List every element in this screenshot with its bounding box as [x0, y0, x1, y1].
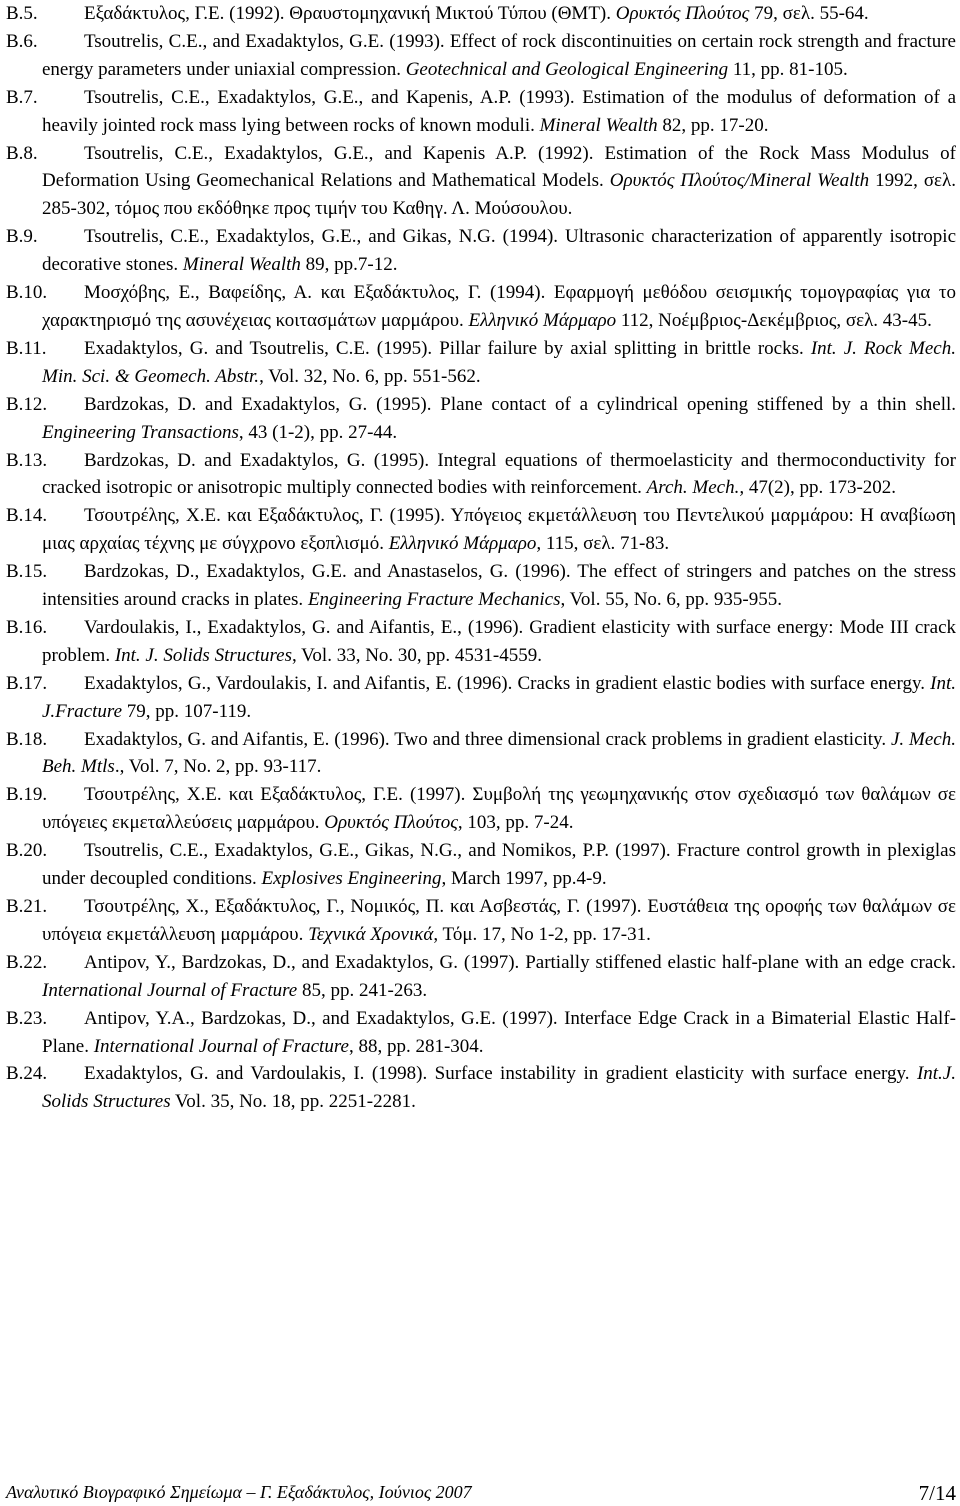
- reference-source-italic: Engineering Transactions: [42, 421, 239, 443]
- reference-source-italic: Int. J.Fracture: [42, 672, 956, 722]
- reference-segment: 79, pp. 107-119.: [122, 700, 252, 722]
- reference-source-italic: Mineral Wealth: [182, 254, 301, 276]
- reference-text: [42, 3, 869, 24]
- reference-number: B.10.: [6, 282, 48, 304]
- reference-text: [42, 31, 956, 80]
- reference-source-italic: Arch. Mech.,: [646, 477, 745, 499]
- reference-source-italic: Explosives Engineering: [261, 868, 442, 890]
- reference-text: [42, 394, 956, 443]
- reference-source-italic: Τεχνικά Χρονικά: [308, 923, 434, 945]
- reference-segment: , Τόμ. 17, No 1-2, pp. 17-31.: [433, 923, 651, 945]
- reference-segment: 85, pp. 241-263.: [297, 979, 428, 1001]
- reference-number: B.15.: [6, 561, 48, 583]
- reference-number: B.24.: [6, 1063, 48, 1085]
- reference-segment: Exadaktylos, G. and Tsoutrelis, C.E. (1995). Pillar failure by axial splitting in brittle rocks.: [84, 337, 811, 359]
- reference-segment: 11, pp. 81-105.: [728, 58, 848, 80]
- reference-text: [42, 784, 956, 833]
- reference-item: [6, 837, 956, 893]
- reference-source-italic: Mineral Wealth: [539, 114, 658, 136]
- reference-item: [6, 391, 956, 447]
- reference-segment: Exadaktylos, G., Vardoulakis, I. and Aifantis, E. (1996). Cracks in gradient elastic bodies with surface energy.: [84, 672, 931, 694]
- reference-source-italic: Ελληνικό Μάρμαρο,: [388, 533, 542, 555]
- reference-segment: Antipov, Y.A., Bardzokas, D., and Exadaktylos, G.E. (1997). Interface Edge Crack in a Bimaterial Elastic Half-Plane.: [42, 1007, 956, 1057]
- reference-item: [6, 558, 956, 614]
- reference-text: [42, 896, 956, 945]
- reference-item: [6, 28, 956, 84]
- reference-text: [42, 143, 956, 220]
- reference-segment: , March 1997, pp.4-9.: [441, 868, 607, 890]
- reference-segment: 112, Νοέμβριος-Δεκέμβριος, σελ. 43-45.: [616, 309, 932, 331]
- reference-number: B.12.: [6, 393, 48, 415]
- reference-item: [6, 84, 956, 140]
- reference-number: B.16.: [6, 616, 48, 638]
- reference-source-italic: Ορυκτός Πλούτος: [324, 812, 458, 834]
- reference-segment: Exadaktylos, G. and Vardoulakis, I. (1998). Surface instability in gradient elasticity with surface energy.: [84, 1063, 917, 1085]
- reference-text: [42, 840, 956, 889]
- reference-source-italic: J. Mech. Beh. Mtls: [42, 728, 956, 778]
- reference-text: [42, 673, 956, 722]
- reference-text: [42, 1063, 956, 1112]
- reference-item: [6, 223, 956, 279]
- reference-text: [42, 1008, 956, 1057]
- reference-source-italic: Engineering Fracture Mechanics: [307, 589, 561, 611]
- reference-number: B.14.: [6, 505, 48, 527]
- reference-segment: Tsoutrelis, C.E., Exadaktylos, G.E., Gikas, N.G., and Nomikos, P.P. (1997). Fracture control growth in plexiglas under decoupled conditions.: [42, 840, 956, 890]
- reference-segment: Tsoutrelis, C.E., Exadaktylos, G.E., and Gikas, N.G. (1994). Ultrasonic characterization of apparently isotropic decorative stones.: [42, 226, 956, 276]
- reference-segment: Τσουτρέλης, Χ., Εξαδάκτυλος, Γ., Νομικός, Π. και Ασβεστάς, Γ. (1997). Ευστάθεια της οροφής των θαλάμων σε υπόγεια εκμετάλλευση μαρμάρου.: [42, 896, 956, 945]
- reference-number: B.9.: [6, 226, 38, 248]
- reference-text: [42, 505, 956, 554]
- reference-segment: 47(2), pp. 173-202.: [744, 477, 897, 499]
- reference-segment: , Vol. 33, No. 30, pp. 4531-4559.: [291, 644, 542, 666]
- reference-text: [42, 952, 956, 1001]
- reference-segment: , 43 (1-2), pp. 27-44.: [238, 421, 398, 443]
- reference-number: B.7.: [6, 86, 38, 108]
- reference-segment: Vol. 35, No. 18, pp. 2251-2281.: [170, 1091, 416, 1113]
- reference-item: [6, 279, 956, 335]
- reference-item: [6, 502, 956, 558]
- reference-segment: Εξαδάκτυλος, Γ.Ε. (1992). Θραυστομηχανική Μικτού Τύπου (ΘΜΤ).: [84, 3, 616, 24]
- reference-segment: 89, pp.7-12.: [300, 254, 398, 276]
- reference-text: [42, 729, 956, 778]
- reference-source-italic: Ορυκτός Πλούτος: [615, 3, 750, 24]
- reference-item: [6, 614, 956, 670]
- reference-number: B.13.: [6, 449, 48, 471]
- reference-segment: Vardoulakis, I., Exadaktylos, G. and Aifantis, E., (1996). Gradient elasticity with surface energy: Mode III crack problem.: [42, 616, 956, 666]
- reference-segment: 79, σελ. 55-64.: [749, 3, 869, 24]
- reference-number: B.22.: [6, 951, 48, 973]
- reference-text: [42, 282, 956, 331]
- reference-number: B.18.: [6, 728, 48, 750]
- page-footer: [6, 1466, 956, 1505]
- reference-item: [6, 447, 956, 503]
- reference-segment: 115, σελ. 71-83.: [541, 533, 670, 555]
- reference-number: B.21.: [6, 896, 48, 917]
- reference-text: [42, 338, 956, 387]
- reference-segment: Bardzokas, D. and Exadaktylos, G. (1995). Integral equations of thermoelasticity and thermoconductivity for cracked isotropic or anisotropic multiply connected bodies with reinforcement.: [42, 449, 956, 499]
- reference-source-italic: Ελληνικό Μάρμαρο: [468, 309, 617, 331]
- reference-number: B.19.: [6, 784, 48, 806]
- reference-segment: , 88, pp. 281-304.: [348, 1035, 484, 1057]
- reference-item: [6, 335, 956, 391]
- reference-item: [6, 140, 956, 224]
- reference-item: [6, 949, 956, 1005]
- reference-segment: 1992, σελ. 285-302, τόμος που εκδόθηκε προς τιμήν του Καθηγ. Λ. Μούσουλου.: [42, 170, 956, 220]
- reference-text: [42, 617, 956, 666]
- reference-segment: Tsoutrelis, C.E., Exadaktylos, G.E., and Kapenis, A.P. (1993). Estimation of the modulus of deformation of a heavily jointed rock mass lying between rocks of known moduli.: [42, 86, 956, 136]
- reference-source-italic: Ορυκτός Πλούτος/Mineral Wealth: [609, 170, 870, 192]
- reference-source-italic: International Journal of Fracture: [93, 1035, 349, 1057]
- reference-item: [6, 1005, 956, 1061]
- reference-item: [6, 726, 956, 782]
- reference-source-italic: Int. J. Solids Structures: [114, 644, 292, 666]
- reference-segment: Τσουτρέλης, Χ.Ε. και Εξαδάκτυλος, Γ.Ε. (1997). Συμβολή της γεωμηχανικής στον σχεδιασμό των θαλάμων σε υπόγειες εκμεταλλεύσεις μαρμάρου.: [42, 784, 956, 834]
- reference-source-italic: Geotechnical and Geological Engineering: [405, 58, 729, 80]
- reference-item: [6, 0, 956, 28]
- reference-segment: Tsoutrelis, C.E., and Exadaktylos, G.E. (1993). Effect of rock discontinuities on certain rock strength and fracture energy parameters under uniaxial compression.: [42, 30, 956, 80]
- footer-text: Αναλυτικό Βιογραφικό Σημείωμα – Γ. Εξαδάκτυλος, Ιούνιος 2007: [6, 1482, 472, 1502]
- reference-segment: 82, pp. 17-20.: [657, 114, 769, 136]
- reference-number: B.5.: [6, 3, 38, 24]
- reference-segment: Τσουτρέλης, Χ.Ε. και Εξαδάκτυλος, Γ. (1995). Υπόγειος εκμετάλλευση του Πεντελικού μαρμάρου: Η αναβίωση μιας αρχαίας τέχνης με σύγχρονο εξοπλισμό.: [42, 505, 956, 555]
- reference-number: B.8.: [6, 142, 38, 164]
- reference-segment: ., Vol. 7, No. 2, pp. 93-117.: [114, 756, 322, 778]
- page-number: 7/14: [918, 1481, 956, 1505]
- reference-text: [42, 450, 956, 499]
- reference-source-italic: International Journal of Fracture: [42, 979, 298, 1001]
- reference-text: [42, 87, 956, 136]
- reference-number: B.11.: [6, 337, 47, 359]
- reference-segment: Bardzokas, D. and Exadaktylos, G. (1995). Plane contact of a cylindrical opening stiffened by a thin shell.: [84, 393, 956, 415]
- reference-segment: Bardzokas, D., Exadaktylos, G.E. and Anastaselos, G. (1996). The effect of stringers and patches on the stress intensities around cracks in plates.: [42, 561, 956, 611]
- reference-list: [6, 0, 956, 1116]
- reference-segment: Antipov, Y., Bardzokas, D., and Exadaktylos, G. (1997). Partially stiffened elastic half-plane with an edge crack.: [84, 951, 956, 973]
- reference-number: B.20.: [6, 840, 48, 862]
- reference-segment: , 103, pp. 7-24.: [457, 812, 574, 834]
- reference-number: B.6.: [6, 30, 38, 52]
- reference-segment: Μοσχόβης, Ε., Βαφείδης, Α. και Εξαδάκτυλος, Γ. (1994). Εφαρμογή μεθόδου σεισμικής τομογραφίας για το χαρακτηρισμό της ασυνέχειας κοιτασμάτων μαρμάρου.: [42, 282, 956, 331]
- reference-text: [42, 561, 956, 610]
- reference-source-italic: Int. J. Rock Mech. Min. Sci. & Geomech. Abstr.: [42, 337, 956, 387]
- reference-segment: Exadaktylos, G. and Aifantis, E. (1996). Two and three dimensional crack problems in gradient elasticity.: [84, 728, 891, 750]
- reference-number: B.23.: [6, 1007, 48, 1029]
- reference-source-italic: Int.J. Solids Structures: [42, 1063, 956, 1113]
- reference-number: B.17.: [6, 672, 48, 694]
- reference-segment: , Vol. 55, No. 6, pp. 935-955.: [560, 589, 783, 611]
- reference-text: [42, 226, 956, 275]
- reference-item: [6, 1060, 956, 1116]
- reference-item: [6, 670, 956, 726]
- reference-item: [6, 781, 956, 837]
- reference-segment: , Vol. 32, No. 6, pp. 551-562.: [259, 365, 481, 387]
- reference-item: [6, 893, 956, 949]
- reference-segment: Tsoutrelis, C.E., Exadaktylos, G.E., and Kapenis A.P. (1992). Estimation of the Rock Mass Modulus of Deformation Using Geomechanical Relations and Mathematical Models.: [42, 142, 956, 192]
